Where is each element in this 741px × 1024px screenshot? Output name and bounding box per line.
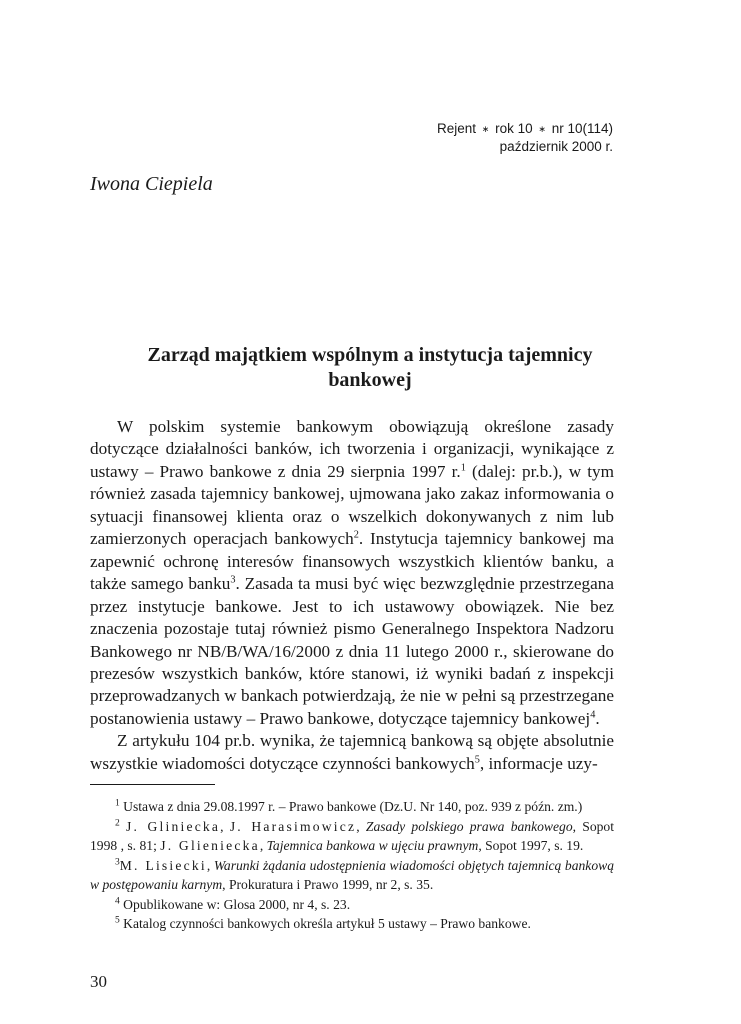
footnote-3 — [90, 856, 614, 895]
body-text: (dalej: pr.b.), w tym również zasada tajemnicy bankowej, ujmowana jako zakaz informowania o sytuacji finansowej klienta oraz o wszelkich dokonywanych z nim lub zamierzonych operacjach bankowych — [90, 461, 614, 549]
star-separator: ∗ — [538, 124, 546, 135]
footnote-divider — [90, 784, 215, 785]
body-paragraph — [90, 730, 614, 775]
journal-year: rok 10 — [495, 121, 533, 136]
body-text: , informacje uzy- — [479, 753, 598, 773]
footnote-number: 5 — [115, 915, 120, 926]
body-paragraph — [90, 416, 614, 730]
footnote-text: , Prokuratura i Prawo 1999, nr 2, s. 35. — [222, 877, 434, 892]
footnote-ref: 2 — [353, 529, 359, 541]
article-author: Iwona Ciepiela — [90, 173, 213, 195]
footnote-author: J. Harasimowicz — [229, 818, 357, 834]
footnote-ref: 5 — [474, 754, 480, 766]
footnote-number: 4 — [115, 895, 120, 906]
footnote-text: Katalog czynności bankowych określa artykuł 5 ustawy – Prawo bankowe. — [123, 916, 531, 931]
footnote-author: M. Lisiecki — [119, 857, 207, 873]
article-title — [90, 343, 650, 393]
article-body — [90, 416, 614, 775]
footnote-text: , Sopot 1998 , s. 81; — [90, 818, 615, 853]
footnote-work-title: Tajemnica bankowa w ujęciu prawnym — [266, 838, 479, 853]
journal-header — [437, 120, 613, 156]
footnote-5 — [90, 914, 614, 934]
footnote-number: 1 — [115, 798, 120, 809]
journal-issue-line — [437, 120, 613, 138]
footnote-text: , — [356, 818, 366, 834]
footnotes — [90, 797, 614, 934]
footnote-text: Opublikowane w: Glosa 2000, nr 4, s. 23. — [123, 896, 351, 912]
footnote-4 — [90, 895, 614, 915]
page-number: 30 — [90, 972, 107, 991]
footnote-author: J. Gliniecka — [126, 818, 221, 834]
star-separator: ∗ — [481, 124, 490, 135]
footnote-number: 3 — [115, 856, 120, 867]
footnote-text: Ustawa z dnia 29.08.1997 r. – Prawo bankowe (Dz.U. Nr 140, poz. 939 z późn. zm.) — [123, 799, 583, 814]
footnote-author: J. Glieniecka — [160, 838, 260, 853]
footnote-text: , — [259, 838, 267, 853]
body-text: Z artykułu 104 pr.b. wynika, że tajemnicą bankową są objęte absolutnie wszystkie wiadomości dotyczące czynności bankowych — [90, 731, 614, 773]
footnote-ref: 3 — [230, 574, 236, 586]
footnote-work-title: Zasady polskiego prawa bankowego — [365, 818, 573, 834]
footnote-text: , — [206, 857, 214, 873]
journal-date: październik 2000 r. — [499, 139, 613, 155]
journal-issue: nr 10(114) — [551, 121, 613, 136]
article-title-line-1: Zarząd majątkiem wspólnym a instytucja tajemnicy — [147, 344, 593, 366]
footnote-text: , Sopot 1997, s. 19. — [478, 838, 584, 853]
body-text: . Zasada ta musi być więc bezwzględnie przestrzegana przez instytucje bankowe. Jest to ich ustawowy obowiązek. Nie bez znaczenia pozostaje tutaj również pismo Generalnego Inspektora Nadzoru Bankowego nr NB/B/WA/16/2000 z dnia 11 lutego 2000 r., skierowane do prezesów wszystkich banków, które stanowi, iż wyniki badań z inspekcji przeprowadzanych w bankach potwierdzają, że nie w pełni są przestrzegane postanowienia ustawy – Prawo bankowe, dotyczące tajemnicy bankowej — [90, 574, 614, 728]
footnote-ref: 1 — [460, 462, 466, 474]
body-text: W polskim systemie bankowym obowiązują określone zasady dotyczące działalności banków, ich tworzenia i organizacji, wynikające z ustawy – Prawo bankowe z dnia 29 sierpnia 1997 r. — [90, 417, 614, 481]
journal-name: Rejent — [436, 121, 477, 136]
footnote-ref: 4 — [590, 709, 596, 721]
footnote-number: 2 — [115, 817, 120, 828]
footnote-work-title: Warunki żądania udostępnienia wiadomości objętych tajemnicą bankową w postępowaniu karnym — [90, 857, 614, 892]
footnote-1 — [90, 797, 614, 817]
body-text: . — [595, 708, 600, 728]
body-text: . Instytucja tajemnicy bankowej ma zapewnić ochronę interesów finansowych wszystkich klientów banku, a także samego banku — [90, 529, 614, 594]
footnote-2 — [90, 817, 614, 856]
footnote-text: , — [220, 818, 230, 834]
article-title-line-2: bankowej — [328, 369, 412, 391]
